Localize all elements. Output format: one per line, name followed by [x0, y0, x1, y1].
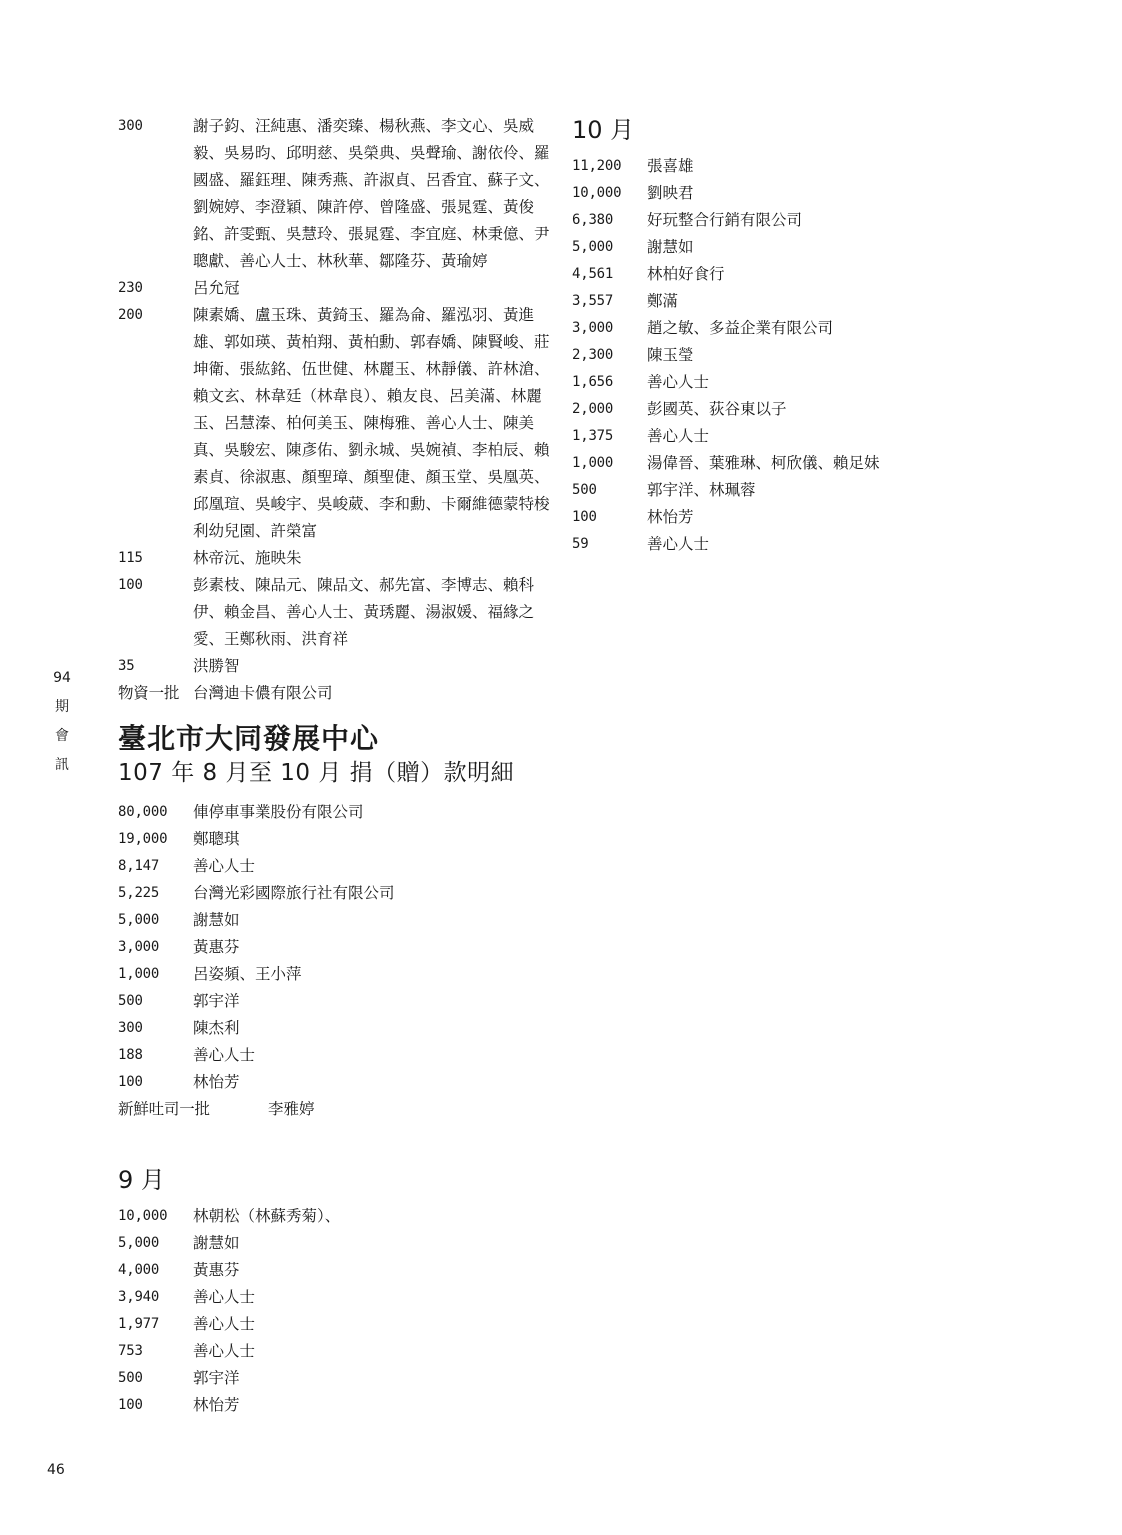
donor-names: 呂姿頻、王小萍 — [193, 965, 302, 983]
donor-names: 林怡芳 — [647, 508, 694, 526]
donation-amount: 200 — [118, 307, 143, 323]
donation-row — [118, 799, 558, 826]
right-column — [572, 113, 932, 558]
donation-amount: 1,000 — [118, 966, 160, 982]
donor-names: 林怡芳 — [193, 1396, 240, 1414]
donation-amount: 300 — [118, 1020, 143, 1036]
donation-row — [118, 880, 558, 907]
donation-row — [572, 504, 932, 531]
page-number: 46 — [47, 1462, 65, 1478]
donor-names: 郭宇洋 — [193, 1369, 240, 1387]
left-top-donation-list — [118, 113, 558, 707]
donation-amount: 2,000 — [572, 401, 614, 417]
donation-amount: 19,000 — [118, 831, 168, 847]
donor-names: 林怡芳 — [193, 1073, 240, 1091]
donation-row — [572, 234, 932, 261]
donor-names: 陳杰利 — [193, 1019, 240, 1037]
donation-row — [118, 653, 558, 680]
donation-amount: 4,000 — [118, 1262, 160, 1278]
donation-amount: 230 — [118, 280, 143, 296]
donation-amount: 5,000 — [572, 239, 614, 255]
donation-row — [118, 1069, 558, 1096]
side-label-char: 94 — [53, 670, 71, 686]
donation-amount: 10,000 — [118, 1208, 168, 1224]
section-subtitle: 107 年 8 月至 10 月 捐（贈）款明細 — [118, 760, 515, 786]
donation-amount: 188 — [118, 1047, 143, 1063]
month-heading-september: 9 月 — [118, 1166, 165, 1194]
donation-row — [118, 1392, 558, 1419]
donation-row — [118, 275, 558, 302]
donation-amount: 5,225 — [118, 885, 160, 901]
donor-names: 善心人士 — [193, 1315, 256, 1333]
donation-amount: 1,977 — [118, 1316, 160, 1332]
donation-amount: 8,147 — [118, 858, 160, 874]
donation-row — [572, 396, 932, 423]
donation-row — [118, 1015, 558, 1042]
donation-row — [118, 1311, 558, 1338]
donation-amount: 100 — [572, 509, 597, 525]
donation-amount: 新鮮吐司一批 — [118, 1100, 210, 1118]
donation-row — [118, 1096, 558, 1123]
donation-row — [118, 961, 558, 988]
donor-names: 謝子鈞、汪純惠、潘奕臻、楊秋燕、李文心、吳威毅、吳易昀、邱明慈、吳榮典、吳聲瑜、謝依伶、羅國盛、羅鈺理、陳秀燕、許淑貞、呂香宜、蘇子文、劉婉婷、李澄穎、陳許停、曾隆盛、張晁霆、黃俊銘、許雯甄、吳慧玲、張晁霆、李宜庭、林秉億、尹聰獻、善心人士、林秋華、鄒隆芬、黃瑜婷 — [193, 117, 550, 270]
donation-row — [118, 545, 558, 572]
donation-row — [572, 261, 932, 288]
donor-names: 湯偉晉、葉雅琳、柯欣儀、賴足妹 — [647, 454, 880, 472]
donor-names: 俥停車事業股份有限公司 — [193, 803, 364, 821]
donation-row — [572, 315, 932, 342]
donation-amount: 35 — [118, 658, 135, 674]
donation-row — [118, 988, 558, 1015]
donor-names: 善心人士 — [647, 427, 710, 445]
donor-names: 謝慧如 — [193, 911, 240, 929]
donation-row — [118, 1042, 558, 1069]
donor-names: 台灣光彩國際旅行社有限公司 — [193, 884, 395, 902]
donation-row — [118, 572, 558, 653]
donation-row — [118, 1365, 558, 1392]
donor-names: 陳素嬌、盧玉珠、黃錡玉、羅為侖、羅泓羽、黃進雄、郭如瑛、黃柏翔、黃柏勳、郭春嬌、陳賢峻、莊坤衛、張紘銘、伍世健、林麗玉、林靜儀、許林滄、賴文玄、林韋廷（林韋良）、賴友良、呂美滿、林麗玉、呂慧溱、柏何美玉、陳梅雅、善心人士、陳美真、吳駿宏、陳彥佑、劉永城、吳婉禎、李柏辰、賴素貞、徐淑惠、顏聖璋、顏聖倢、顏玉堂、吳凰英、邱凰瑄、吳峻宇、吳峻葳、李和勳、卡爾維德蒙特梭利幼兒園、許榮富 — [193, 306, 550, 540]
donor-names: 林帝沅、施映朱 — [193, 549, 302, 567]
donor-names: 林朝松（林蘇秀菊）、 — [193, 1207, 341, 1225]
august-donation-list — [118, 799, 558, 1123]
donation-amount: 4,561 — [572, 266, 614, 282]
donor-names: 彭國英、荻谷東以子 — [647, 400, 787, 418]
donation-amount: 1,000 — [572, 455, 614, 471]
donation-amount: 5,000 — [118, 1235, 160, 1251]
donor-names: 郭宇洋 — [193, 992, 240, 1010]
donation-row — [572, 423, 932, 450]
donor-names: 呂允冠 — [193, 279, 240, 297]
donor-names: 林柏好食行 — [647, 265, 725, 283]
donation-amount: 3,940 — [118, 1289, 160, 1305]
donation-row — [572, 153, 932, 180]
october-donation-list — [572, 153, 932, 558]
donor-names: 鄭滿 — [647, 292, 679, 310]
september-donation-list — [118, 1203, 558, 1419]
donation-row — [118, 1230, 558, 1257]
donor-names: 善心人士 — [193, 1342, 256, 1360]
left-column — [118, 113, 558, 1419]
section-title: 臺北市大同發展中心 — [118, 722, 380, 755]
donor-names: 張喜雄 — [647, 157, 694, 175]
donor-names: 黃惠芬 — [193, 938, 240, 956]
donation-amount: 5,000 — [118, 912, 160, 928]
donation-amount: 500 — [118, 993, 143, 1009]
side-label-char: 會 — [55, 728, 69, 744]
donation-amount: 3,000 — [572, 320, 614, 336]
donation-row — [118, 934, 558, 961]
donation-row — [118, 826, 558, 853]
donation-row — [118, 302, 558, 545]
donor-names: 鄭聰琪 — [193, 830, 240, 848]
donation-amount: 100 — [118, 1074, 143, 1090]
donation-amount: 6,380 — [572, 212, 614, 228]
donation-amount: 3,000 — [118, 939, 160, 955]
donation-amount: 100 — [118, 577, 143, 593]
donor-names: 洪勝智 — [193, 657, 240, 675]
donation-amount: 59 — [572, 536, 589, 552]
donation-amount: 1,656 — [572, 374, 614, 390]
donation-amount: 300 — [118, 118, 143, 134]
donation-row — [118, 853, 558, 880]
donor-names: 善心人士 — [193, 1288, 256, 1306]
donor-names: 好玩整合行銷有限公司 — [647, 211, 803, 229]
donation-amount: 物資一批 — [118, 684, 180, 702]
side-label-char: 期 — [55, 699, 69, 715]
donor-names: 黃惠芬 — [193, 1261, 240, 1279]
donor-names: 陳玉瑩 — [647, 346, 694, 364]
donation-row — [118, 1257, 558, 1284]
donor-names: 謝慧如 — [647, 238, 694, 256]
donation-row — [118, 680, 558, 707]
donation-row — [572, 180, 932, 207]
donation-row — [572, 342, 932, 369]
donation-amount: 753 — [118, 1343, 143, 1359]
donor-names: 彭素枝、陳品元、陳品文、郝先富、李博志、賴科伊、賴金昌、善心人士、黃琇麗、湯淑媛、福緣之愛、王鄭秋雨、洪育祥 — [193, 576, 535, 648]
donor-names: 善心人士 — [193, 1046, 256, 1064]
donor-names: 謝慧如 — [193, 1234, 240, 1252]
side-label — [52, 664, 72, 780]
donation-row — [572, 207, 932, 234]
donation-row — [118, 907, 558, 934]
donation-amount: 2,300 — [572, 347, 614, 363]
donation-amount: 3,557 — [572, 293, 614, 309]
donor-names: 善心人士 — [647, 535, 710, 553]
donation-amount: 500 — [118, 1370, 143, 1386]
month-heading-october: 10 月 — [572, 116, 635, 144]
donation-amount: 10,000 — [572, 185, 622, 201]
donation-row — [572, 288, 932, 315]
donation-row — [118, 1284, 558, 1311]
donation-amount: 1,375 — [572, 428, 614, 444]
donor-names: 劉映君 — [647, 184, 694, 202]
donation-amount: 80,000 — [118, 804, 168, 820]
donation-amount: 500 — [572, 482, 597, 498]
donation-row — [572, 369, 932, 396]
spacer — [118, 1123, 558, 1163]
donation-row — [572, 450, 932, 477]
donation-row — [572, 477, 932, 504]
donor-names: 郭宇洋、林珮蓉 — [647, 481, 756, 499]
side-label-char: 訊 — [55, 757, 69, 773]
donation-amount: 11,200 — [572, 158, 622, 174]
donation-row — [572, 531, 932, 558]
donation-row — [118, 1203, 558, 1230]
donor-names: 善心人士 — [647, 373, 710, 391]
donor-names: 善心人士 — [193, 857, 256, 875]
donation-amount: 100 — [118, 1397, 143, 1413]
donation-row — [118, 113, 558, 275]
donor-names: 台灣迪卡儂有限公司 — [193, 684, 333, 702]
donation-amount: 115 — [118, 550, 143, 566]
donor-names: 李雅婷 — [268, 1100, 315, 1118]
donor-names: 趙之敏、多益企業有限公司 — [647, 319, 834, 337]
donation-row — [118, 1338, 558, 1365]
